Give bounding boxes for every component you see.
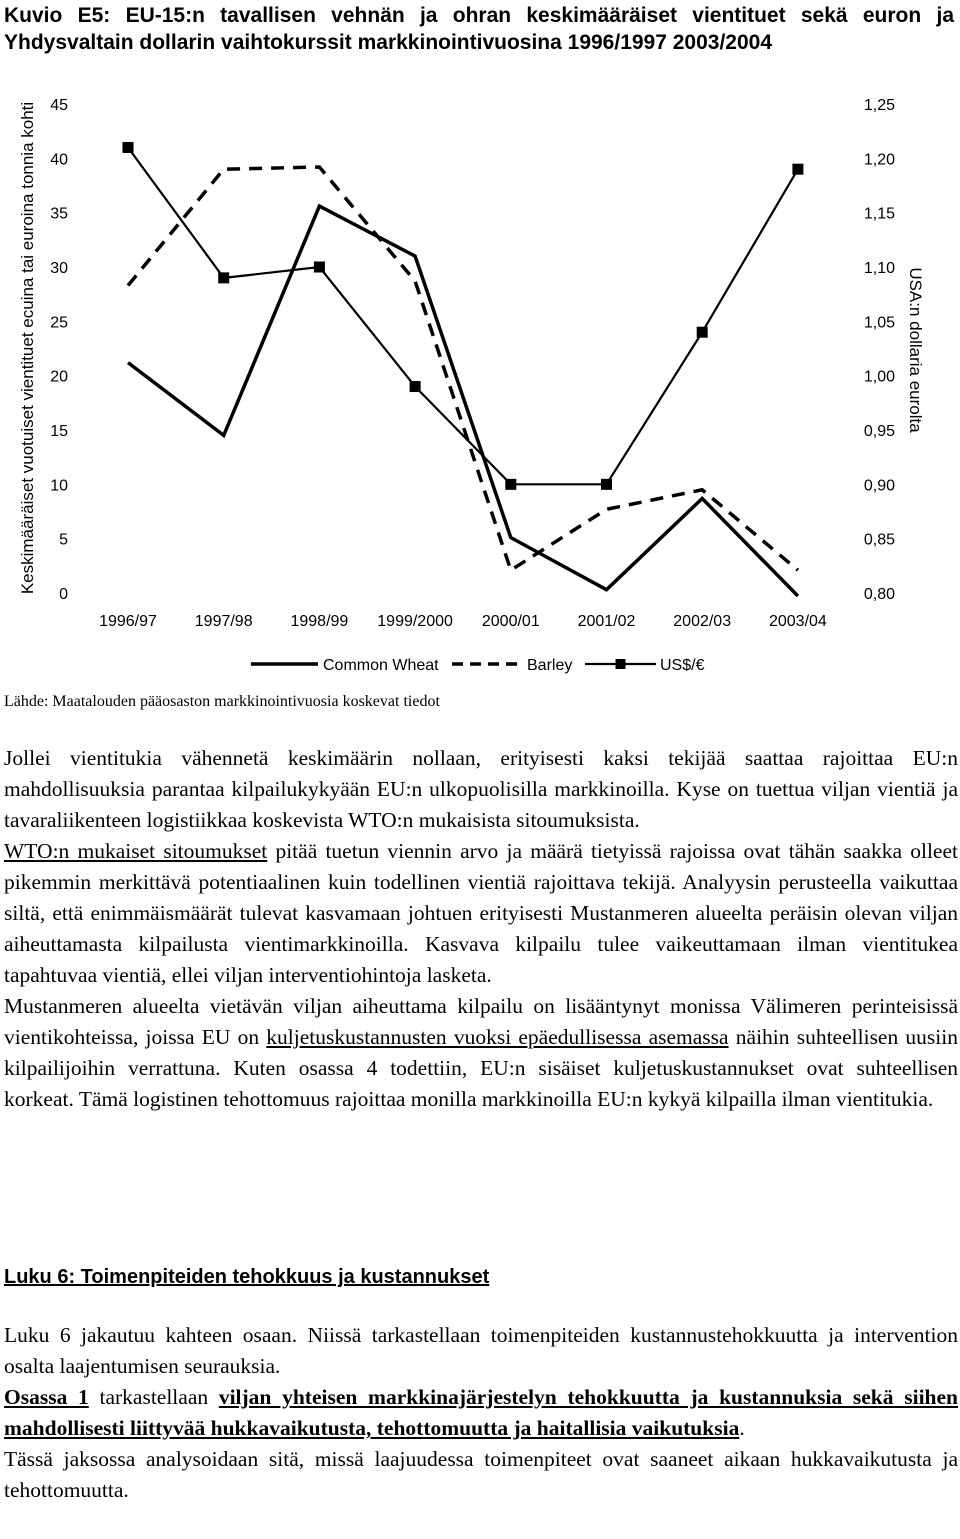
right-tick-label: 1,10 (863, 260, 895, 277)
part1-link[interactable]: Osassa 1 (4, 1385, 89, 1409)
paragraph-2-text: pitää tuetun viennin arvo ja määrä tietyissä rajoissa ovat tähän saakka olleet pikemmin merkittävä potentiaalinen kuin todellinen vientiä rajoittava tekijä. Analyysin perusteella vaikuttaa siltä, että enimmäismäärät tulevat kasvamaan johtuen erityisesti Mustanmeren alueelta peräisin olevan viljan aiheuttamasta kilpailusta vientimarkkinoilla. Kasvava kilpailu tulee vaikeuttamaan ilman vientitukea tapahtuvaa vientiä, ellei viljan interventiohintoja lasketa. (4, 839, 958, 987)
x-tick-label: 1997/98 (194, 613, 253, 630)
left-tick-label: 25 (50, 314, 68, 332)
wto-link[interactable]: WTO:n mukaiset sitoumukset (4, 839, 268, 863)
left-tick-label: 45 (50, 97, 68, 114)
paragraph-2 (4, 836, 958, 991)
right-tick-label: 1,05 (863, 314, 895, 332)
legend (251, 657, 705, 674)
series-line-1 (128, 206, 798, 596)
series-line-2 (128, 167, 798, 570)
x-tick-label: 2000/01 (481, 613, 540, 630)
x-tick-label: 2001/02 (577, 613, 636, 630)
x-tick-label: 1999/2000 (377, 613, 453, 630)
paragraph-1: Jollei vientitukia vähennetä keskimäärin nollaan, erityisesti kaksi tekijää saattaa rajoittaa EU:n mahdollisuuksia parantaa kilpailukykyään EU:n ulkopuolisilla markkinoilla. Kyse on tuettua viljan vientiä ja tavaraliikenteen logistiikkaa koskevista WTO:n mukaisista sitoumuksista. (4, 746, 958, 832)
right-tick-label: 1,20 (863, 151, 895, 169)
left-tick-label: 35 (50, 205, 68, 223)
data-point-marker (697, 327, 708, 338)
chart (0, 88, 960, 688)
right-tick-label: 0,90 (863, 477, 895, 495)
right-tick-label: 1,00 (863, 368, 895, 386)
data-point-marker (410, 381, 421, 392)
left-tick-label: 15 (50, 423, 68, 440)
legend-label: Common Wheat (323, 657, 439, 674)
paragraph-5-b: tarkastellaan (88, 1385, 219, 1409)
transport-cost-link[interactable]: kuljetuskustannusten vuoksi epäedullisessa asemassa (266, 1025, 729, 1049)
data-point-marker (792, 164, 803, 175)
figure-source: Lähde: Maatalouden pääosaston markkinointivuosia koskevat tiedot (4, 693, 440, 710)
paragraph-4: Luku 6 jakautuu kahteen osaan. Niissä tarkastellaan toimenpiteiden kustannustehokkuutta ja intervention osalta laajentumisen seurauksia. (4, 1323, 958, 1378)
legend-label: US$/€ (660, 657, 705, 674)
x-axis-ticks (99, 613, 827, 630)
paragraph-3-b: näihin suhteellisen uusiin kilpailijoihin verrattuna. Kuten osassa 4 todettiin, EU:n sisäiset kuljetuskustannukset ovat suhteellisen korkeat. Tämä logistinen tehottomuus rajoittaa monilla markkinoilla EU:n kykyä kilpailla ilman vientitukia. (4, 1025, 958, 1111)
legend-marker (616, 659, 626, 669)
right-axis-ticks (864, 97, 895, 603)
right-tick-label: 0,85 (863, 531, 895, 549)
data-point-marker (505, 479, 516, 490)
data-point-marker (314, 262, 325, 273)
data-point-marker (601, 479, 612, 490)
part1-topic-link[interactable]: viljan yhteisen markkinajärjestelyn tehokkuutta ja kustannuksia sekä siihen mahdollisesti liittyvää hukkavaikutusta, tehottomuutta ja haitallisia vaikutuksia (4, 1385, 958, 1440)
paragraph-6: Tässä jaksossa analysoidaan sitä, missä laajuudessa toimenpiteet ovat saaneet aikaan hukkavaikutusta ja tehottomuutta. (4, 1447, 958, 1502)
paragraph-3-a: Mustanmeren alueelta vietävän viljan aiheuttama kilpailu on lisääntynyt monissa Välimeren perinteisissä vientikohteissa, joissa EU on (4, 994, 958, 1049)
left-axis-ticks (50, 97, 68, 603)
data-point-marker (218, 272, 229, 283)
chapter-heading: Luku 6: Toimenpiteiden tehokkuus ja kustannukset (4, 1266, 490, 1288)
x-tick-label: 1996/97 (99, 613, 157, 630)
left-tick-label: 20 (50, 368, 68, 386)
left-tick-label: 30 (50, 260, 68, 277)
series-line-3 (128, 148, 798, 485)
left-tick-label: 40 (50, 151, 68, 169)
right-tick-label: 0,80 (863, 586, 895, 603)
left-tick-label: 0 (59, 586, 68, 603)
paragraph-5 (4, 1382, 958, 1444)
paragraph-3 (4, 991, 958, 1115)
legend-label: Barley (527, 657, 573, 674)
data-point-marker (123, 142, 134, 153)
series-layer (123, 142, 804, 596)
x-tick-label: 2003/04 (768, 613, 827, 630)
right-tick-label: 0,95 (863, 423, 895, 440)
paragraph-5-d: . (739, 1416, 745, 1440)
body-section-1 (4, 743, 958, 1115)
left-tick-label: 10 (50, 477, 68, 495)
right-tick-label: 1,25 (863, 97, 895, 114)
right-axis-label: USA:n dollaria eurolta (906, 267, 925, 433)
x-tick-label: 2002/03 (673, 613, 732, 630)
right-tick-label: 1,15 (863, 205, 895, 223)
body-section-2 (4, 1320, 958, 1506)
x-tick-label: 1998/99 (290, 613, 349, 630)
left-tick-label: 5 (59, 531, 68, 549)
left-axis-label: Keskimääräiset vuotuiset vientituet ecuina tai euroina tonnia kohti (18, 101, 37, 595)
figure-title: Kuvio E5: EU-15:n tavallisen vehnän ja ohran keskimääräiset vientituet sekä euron ja Yhdysvaltain dollarin vaihtokurssit markkinointivuosina 1996/1997 2003/2004 (4, 4, 954, 54)
